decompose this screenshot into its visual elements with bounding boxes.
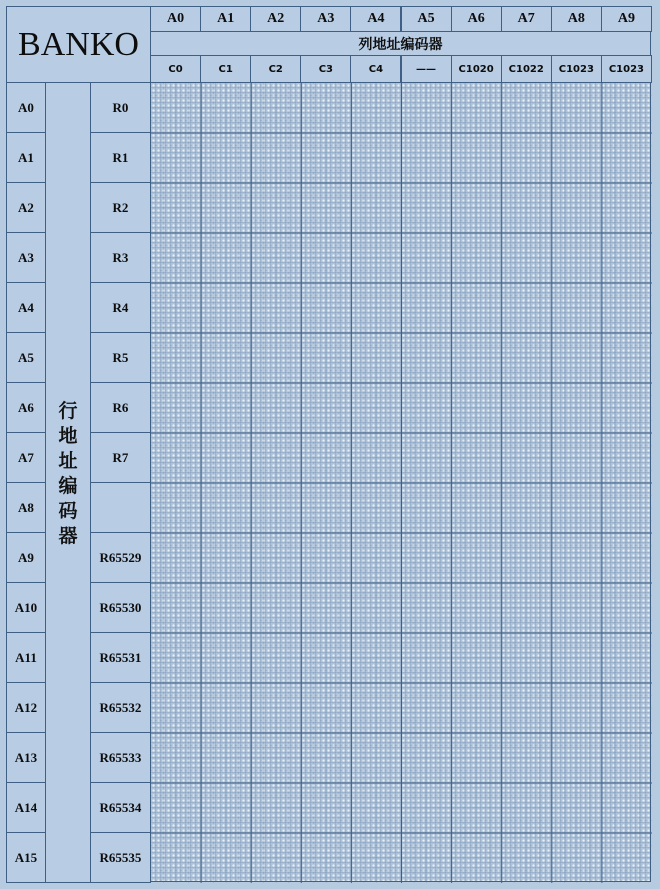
row-address-a9: A9: [6, 532, 46, 583]
brand-label: BANKO: [6, 6, 151, 83]
row-decoder-title-char: 编: [58, 475, 78, 497]
row-address-a12: A12: [6, 682, 46, 733]
row-address-a14: A14: [6, 782, 46, 833]
column-label-2: C2: [250, 55, 301, 83]
column-address-a6: A6: [451, 6, 502, 32]
column-label-6: C1020: [451, 55, 502, 83]
row-address-a6: A6: [6, 382, 46, 433]
row-label-13: R65533: [90, 732, 151, 783]
memory-cell-grid: [150, 82, 651, 882]
row-label-9: R65529: [90, 532, 151, 583]
row-address-a4: A4: [6, 282, 46, 333]
column-label-0: C0: [150, 55, 201, 83]
row-address-a2: A2: [6, 182, 46, 233]
row-decoder-title-char: 行: [58, 400, 78, 422]
row-address-a15: A15: [6, 832, 46, 883]
row-address-a13: A13: [6, 732, 46, 783]
row-address-a5: A5: [6, 332, 46, 383]
column-address-a1: A1: [200, 6, 251, 32]
column-address-a7: A7: [501, 6, 552, 32]
column-address-a8: A8: [551, 6, 602, 32]
row-label-4: R4: [90, 282, 151, 333]
row-decoder-title-char: 器: [58, 525, 78, 547]
row-label-6: R6: [90, 382, 151, 433]
column-label-4: C4: [350, 55, 401, 83]
row-label-1: R1: [90, 132, 151, 183]
column-address-a4: A4: [350, 6, 401, 32]
column-address-a0: A0: [150, 6, 201, 32]
row-label-10: R65530: [90, 582, 151, 633]
column-address-a5: A5: [401, 6, 452, 32]
column-label-8: C1023: [551, 55, 602, 83]
row-decoder-title: [45, 82, 91, 883]
row-label-14: R65534: [90, 782, 151, 833]
row-address-a0: A0: [6, 82, 46, 133]
row-address-a10: A10: [6, 582, 46, 633]
column-label-1: C1: [200, 55, 251, 83]
row-decoder-title-char: 码: [58, 500, 78, 522]
row-label-7: R7: [90, 432, 151, 483]
row-address-a3: A3: [6, 232, 46, 283]
row-decoder-title-char: 址: [58, 450, 78, 472]
row-label-2: R2: [90, 182, 151, 233]
row-label-3: R3: [90, 232, 151, 283]
column-label-3: C3: [300, 55, 351, 83]
row-address-a1: A1: [6, 132, 46, 183]
column-label-9: C1023: [601, 55, 652, 83]
row-label-5: R5: [90, 332, 151, 383]
row-label-15: R65535: [90, 832, 151, 883]
row-address-a11: A11: [6, 632, 46, 683]
cell-grid-lines: [151, 83, 652, 883]
column-label-5: ——: [401, 55, 452, 83]
column-address-a9: A9: [601, 6, 652, 32]
row-label-0: R0: [90, 82, 151, 133]
row-label-12: R65532: [90, 682, 151, 733]
column-label-7: C1022: [501, 55, 552, 83]
row-label-11: R65531: [90, 632, 151, 683]
column-address-a3: A3: [300, 6, 351, 32]
row-address-a7: A7: [6, 432, 46, 483]
column-address-a2: A2: [250, 6, 301, 32]
column-decoder-title: 列地址编码器: [150, 31, 651, 56]
row-label-8: [90, 482, 151, 533]
row-address-a8: A8: [6, 482, 46, 533]
row-decoder-title-char: 地: [58, 425, 78, 447]
